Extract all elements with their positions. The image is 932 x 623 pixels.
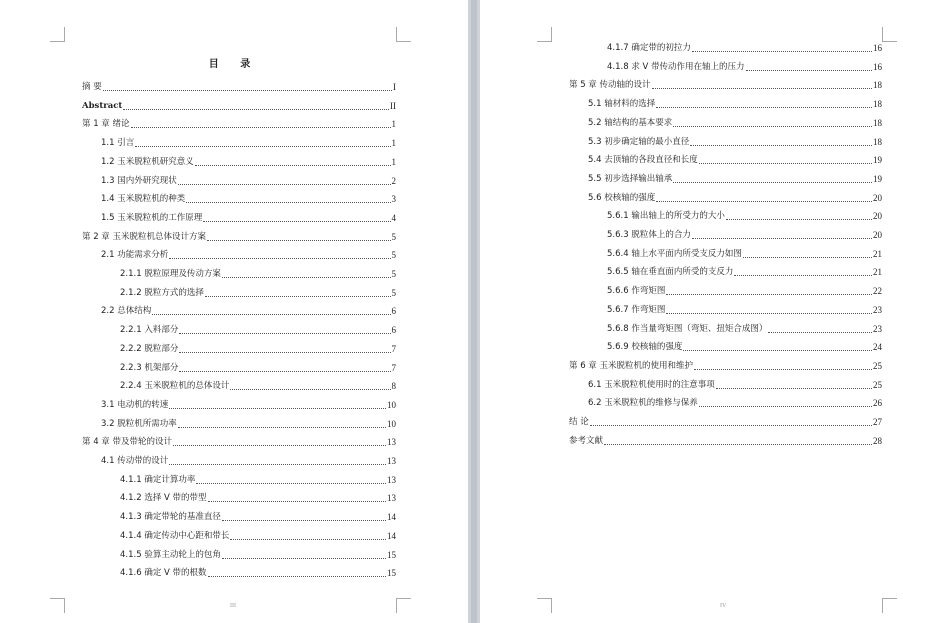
toc-entry-label: 5.6.8 作当量弯矩图（弯矩、扭矩合成图） <box>607 323 768 334</box>
toc-entry[interactable] <box>607 321 882 335</box>
toc-entry-page: 21 <box>873 248 882 259</box>
toc-entry[interactable] <box>120 565 396 579</box>
toc-entry[interactable] <box>82 79 396 93</box>
toc-leader-dots <box>230 539 386 540</box>
toc-entry[interactable] <box>120 490 396 504</box>
toc-leader-dots <box>205 296 391 297</box>
toc-entry[interactable] <box>120 322 396 336</box>
toc-entry-label: 第 5 章 传动轴的设计 <box>569 80 651 91</box>
toc-entry-page: 26 <box>873 398 882 409</box>
toc-entry-label: 6.1 玉米脱粒机使用时的注意事项 <box>588 379 715 390</box>
toc-entry[interactable] <box>607 283 882 297</box>
toc-leader-dots <box>123 109 389 110</box>
toc-entry[interactable] <box>588 115 882 129</box>
toc-leader-dots <box>666 313 872 314</box>
toc-leader-dots <box>208 501 386 502</box>
toc-entry[interactable] <box>607 208 882 222</box>
toc-entry[interactable] <box>588 395 882 409</box>
toc-entry-label: 4.1.6 确定 V 带的根数 <box>120 568 207 579</box>
toc-entry-label: 6.2 玉米脱粒机的维修与保养 <box>588 398 698 409</box>
toc-entry[interactable] <box>607 264 882 278</box>
toc-entry-label: 2.2.3 机架部分 <box>120 362 179 373</box>
toc-entry-label: 3.2 脱粒机所需功率 <box>101 418 177 429</box>
toc-entry-label: 4.1.2 选择 V 带的带型 <box>120 493 207 504</box>
toc-title: 目 录 <box>208 59 260 70</box>
toc-entry-label: 2.2.1 入料部分 <box>120 325 179 336</box>
toc-entry-label: 5.3 初步确定轴的最小直径 <box>588 136 690 147</box>
toc-entry-page: 19 <box>873 173 882 184</box>
toc-entry-page: 8 <box>391 381 396 392</box>
toc-entry-label: 5.1 轴材料的选择 <box>588 99 656 110</box>
toc-entry-page: 28 <box>873 435 882 446</box>
toc-entry-label: 5.4 去顶轴的各段直径和长度 <box>588 155 698 166</box>
toc-entry[interactable] <box>101 303 396 317</box>
toc-entry-label: 4.1.7 确定带的初拉力 <box>607 43 691 53</box>
toc-leader-dots <box>196 483 386 484</box>
toc-entry-label: 第 6 章 玉米脱粒机的使用和维护 <box>569 360 694 371</box>
toc-entry[interactable] <box>82 116 396 130</box>
toc-entry-page: 5 <box>391 250 396 261</box>
toc-entry-page: 20 <box>873 230 882 240</box>
toc-leader-dots <box>173 445 386 446</box>
crop-mark <box>396 598 411 613</box>
toc-entry[interactable] <box>101 247 396 261</box>
toc-entry[interactable] <box>588 190 882 204</box>
toc-entry[interactable] <box>588 96 882 110</box>
toc-entry-page: 21 <box>873 267 882 278</box>
toc-entry-label: Abstract <box>82 100 123 111</box>
toc-leader-dots <box>673 182 872 183</box>
toc-entry[interactable] <box>101 135 396 149</box>
toc-entry-page: 6 <box>391 306 396 317</box>
toc-entry-label: 5.6.4 轴上水平面内所受支反力如图 <box>607 248 742 259</box>
crop-mark <box>50 27 65 42</box>
toc-entry-label: 5.6.9 校核轴的强度 <box>607 342 683 353</box>
toc-leader-dots <box>208 576 386 577</box>
toc-entry[interactable] <box>588 171 882 185</box>
toc-entry-page: 5 <box>391 231 396 242</box>
toc-entry-label: 5.2 轴结构的基本要求 <box>588 117 673 128</box>
toc-entry-label: 2.2 总体结构 <box>101 306 152 317</box>
crop-mark <box>882 598 897 613</box>
toc-leader-dots <box>195 165 391 166</box>
toc-entry-page: 2 <box>391 175 396 186</box>
toc-entry-page: 14 <box>387 512 396 523</box>
toc-entry[interactable] <box>607 302 882 316</box>
toc-entry[interactable] <box>101 173 396 187</box>
toc-entry-page: I <box>393 82 396 92</box>
toc-entry-page: 27 <box>873 417 882 427</box>
toc-leader-dots <box>152 314 390 315</box>
toc-entry-label: 摘 要 <box>82 82 102 92</box>
toc-leader-dots <box>656 107 872 108</box>
toc-entry[interactable] <box>101 191 396 205</box>
toc-entry-label: 2.1.1 脱粒原理及传动方案 <box>120 269 221 279</box>
toc-leader-dots <box>666 294 872 295</box>
toc-entry-page: 5 <box>391 287 396 298</box>
toc-leader-dots <box>699 406 872 407</box>
toc-entry[interactable] <box>569 358 882 372</box>
toc-entry-page: 15 <box>387 568 396 579</box>
toc-entry-label: 5.6 校核轴的强度 <box>588 192 656 203</box>
toc-entry-label: 2.1.2 脱粒方式的选择 <box>120 287 204 298</box>
crop-mark <box>50 598 65 613</box>
toc-entry-label: 参考文献 <box>569 435 604 446</box>
toc-entry[interactable] <box>569 433 882 447</box>
toc-leader-dots <box>726 219 872 220</box>
toc-entry[interactable] <box>120 285 396 299</box>
toc-leader-dots <box>746 70 872 71</box>
toc-entry[interactable] <box>607 59 882 73</box>
toc-entry[interactable] <box>120 547 396 561</box>
toc-entry-page: 13 <box>387 456 396 466</box>
toc-entry-label: 1.1 引言 <box>101 138 135 149</box>
toc-entry-page: 24 <box>873 342 882 353</box>
toc-leader-dots <box>694 369 872 370</box>
toc-entry-label: 第 2 章 玉米脱粒机总体设计方案 <box>82 231 207 242</box>
toc-entry[interactable] <box>588 152 882 166</box>
toc-leader-dots <box>222 558 386 559</box>
toc-leader-dots <box>230 389 390 390</box>
toc-entry[interactable] <box>82 98 396 112</box>
toc-entry[interactable] <box>120 378 396 392</box>
toc-entry-page: 15 <box>387 549 396 560</box>
toc-entry-page: 18 <box>873 117 882 128</box>
toc-leader-dots <box>690 145 872 146</box>
toc-entry-page: 25 <box>873 379 882 390</box>
toc-leader-dots <box>178 184 391 185</box>
toc-entry-label: 1.3 国内外研究现状 <box>101 175 177 186</box>
toc-leader-dots <box>179 352 390 353</box>
toc-leader-dots <box>179 371 390 372</box>
toc-entry-page: 4 <box>391 212 396 223</box>
toc-entry-page: 18 <box>873 99 882 110</box>
toc-entry[interactable] <box>120 341 396 355</box>
toc-entry-label: 4.1.4 确定传动中心距和带长 <box>120 530 230 541</box>
toc-entry-label: 1.4 玉米脱粒机的种类 <box>101 194 186 205</box>
toc-entry-label: 4.1.5 验算主动轮上的包角 <box>120 549 221 560</box>
toc-leader-dots <box>652 88 872 89</box>
toc-leader-dots <box>683 350 872 351</box>
page-number-footer: IV <box>720 603 727 609</box>
toc-entry-label: 5.6.6 作弯矩图 <box>607 286 666 297</box>
crop-mark <box>537 27 552 42</box>
toc-entry-label: 2.2.2 脱粒部分 <box>120 343 179 354</box>
toc-leader-dots <box>656 201 872 202</box>
toc-entry-page: 10 <box>387 418 396 429</box>
toc-entry-label: 第 1 章 绪论 <box>82 119 130 130</box>
toc-entry-page: 13 <box>387 437 396 448</box>
crop-mark <box>537 598 552 613</box>
toc-entry[interactable] <box>101 453 396 467</box>
toc-entry-label: 5.6.5 轴在垂直面内所受的支反力 <box>607 267 734 278</box>
toc-entry-label: 5.6.3 脱粒体上的合力 <box>607 230 691 240</box>
toc-entry-label: 1.5 玉米脱粒机的工作原理 <box>101 212 203 223</box>
toc-entry-page: 7 <box>391 362 396 373</box>
toc-leader-dots <box>179 333 390 334</box>
toc-entry-page: 19 <box>873 155 882 166</box>
toc-leader-dots <box>203 221 390 222</box>
toc-entry[interactable] <box>120 266 396 280</box>
toc-entry-label: 2.1 功能需求分析 <box>101 250 169 261</box>
toc-entry-label: 第 4 章 带及带轮的设计 <box>82 437 173 448</box>
toc-entry[interactable] <box>588 377 882 391</box>
toc-leader-dots <box>135 146 390 147</box>
toc-leader-dots <box>734 275 872 276</box>
toc-entry[interactable] <box>82 434 396 448</box>
toc-entry-page: 25 <box>873 360 882 371</box>
toc-entry-label: 4.1.3 确定带轮的基准直径 <box>120 512 221 523</box>
toc-entry[interactable] <box>588 134 882 148</box>
toc-entry[interactable] <box>101 397 396 411</box>
toc-entry-page: 1 <box>391 138 396 149</box>
crop-mark <box>396 27 411 42</box>
toc-entry[interactable] <box>607 227 882 241</box>
document-page-right <box>480 0 932 623</box>
toc-entry-page: 10 <box>387 399 396 410</box>
toc-entry-page: 13 <box>387 493 396 504</box>
toc-entry-page: 13 <box>387 474 396 485</box>
toc-entry-page: 1 <box>391 119 396 130</box>
toc-leader-dots <box>590 425 872 426</box>
toc-entry-page: 20 <box>873 211 882 222</box>
toc-entry-page: 23 <box>873 323 882 334</box>
toc-entry-page: 22 <box>873 286 882 297</box>
toc-leader-dots <box>186 202 390 203</box>
toc-entry-page: 18 <box>873 136 882 147</box>
toc-entry-page: 3 <box>391 194 396 205</box>
toc-entry[interactable] <box>101 210 396 224</box>
toc-entry[interactable] <box>101 416 396 430</box>
toc-leader-dots <box>222 520 386 521</box>
toc-entry-page: 16 <box>873 43 882 53</box>
toc-leader-dots <box>604 444 872 445</box>
toc-leader-dots <box>222 277 391 278</box>
toc-leader-dots <box>131 127 391 128</box>
toc-leader-dots <box>743 257 872 258</box>
toc-leader-dots <box>692 51 872 52</box>
toc-entry-label: 4.1 传动带的设计 <box>101 456 169 466</box>
toc-entry-page: 5 <box>391 269 396 279</box>
page-gutter <box>468 0 480 623</box>
toc-entry-label: 5.6.7 作弯矩图 <box>607 304 666 315</box>
toc-entry-label: 5.5 初步选择输出轴承 <box>588 173 673 184</box>
toc-entry-page: II <box>390 100 396 111</box>
toc-entry-page: 23 <box>873 304 882 315</box>
page-number-footer: III <box>230 603 236 609</box>
toc-leader-dots <box>673 126 872 127</box>
toc-entry-page: 16 <box>873 61 882 72</box>
toc-entry-page: 14 <box>387 530 396 541</box>
toc-entry[interactable] <box>607 246 882 260</box>
toc-entry[interactable] <box>569 414 882 428</box>
toc-entry-page: 20 <box>873 192 882 203</box>
toc-leader-dots <box>169 464 386 465</box>
toc-leader-dots <box>103 90 392 91</box>
toc-entry-label: 5.6.1 输出轴上的所受力的大小 <box>607 211 725 222</box>
toc-entry-page: 18 <box>873 80 882 91</box>
toc-entry[interactable] <box>569 77 882 91</box>
toc-entry[interactable] <box>120 472 396 486</box>
toc-entry-page: 7 <box>391 343 396 354</box>
toc-leader-dots <box>178 427 386 428</box>
toc-leader-dots <box>768 332 872 333</box>
toc-leader-dots <box>692 238 872 239</box>
toc-entry[interactable] <box>120 360 396 374</box>
toc-entry[interactable] <box>82 229 396 243</box>
toc-leader-dots <box>169 258 390 259</box>
toc-entry-label: 结 论 <box>569 417 589 427</box>
toc-entry-label: 1.2 玉米脱粒机研究意义 <box>101 156 194 167</box>
toc-entry-label: 4.1.8 求 V 带传动作用在轴上的压力 <box>607 61 745 72</box>
toc-leader-dots <box>699 163 872 164</box>
toc-entry-page: 1 <box>391 156 396 167</box>
toc-leader-dots <box>207 240 390 241</box>
toc-leader-dots <box>716 388 872 389</box>
toc-entry[interactable] <box>607 339 882 353</box>
toc-entry[interactable] <box>120 528 396 542</box>
toc-entry-label: 3.1 电动机的转速 <box>101 399 169 410</box>
toc-entry-page: 6 <box>391 325 396 336</box>
toc-entry[interactable] <box>120 509 396 523</box>
toc-entry[interactable] <box>607 40 882 54</box>
crop-mark <box>882 27 897 42</box>
toc-leader-dots <box>169 408 386 409</box>
toc-entry-label: 2.2.4 玉米脱粒机的总体设计 <box>120 381 230 392</box>
toc-entry[interactable] <box>101 154 396 168</box>
toc-entry-label: 4.1.1 确定计算功率 <box>120 474 196 485</box>
